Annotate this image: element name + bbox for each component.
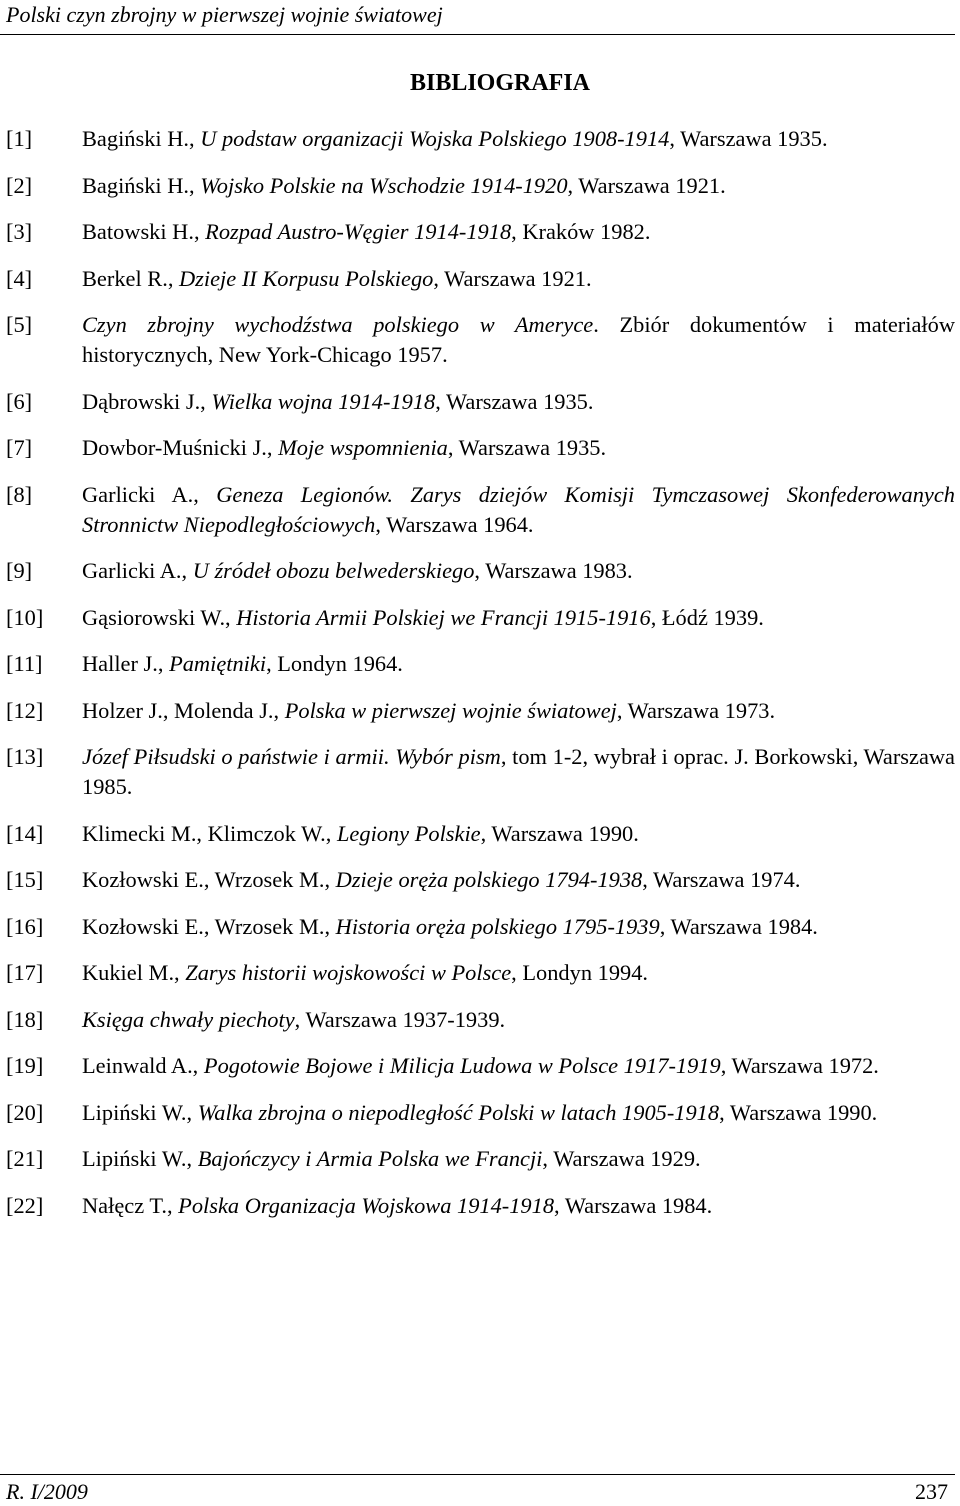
entry-number: [1]: [6, 126, 33, 151]
entry-text-segment: Kozłowski E., Wrzosek M.,: [82, 913, 336, 939]
entry-text: [82, 433, 955, 463]
running-header: Polski czyn zbrojny w pierwszej wojnie światowej: [6, 2, 443, 27]
bibliography-entry: [0, 171, 960, 201]
entry-number: [17]: [6, 960, 44, 985]
entry-number: [18]: [6, 1006, 44, 1032]
bibliography-entry: [0, 819, 960, 849]
entry-text-segment: Bagiński H.,: [82, 172, 201, 198]
entry-title: Bajończycy i Armia Polska we Francji: [197, 1146, 543, 1171]
entry-title: Dzieje oręża polskiego 1794-1938: [335, 867, 643, 892]
entry-text-segment: Lipiński W.,: [82, 1146, 198, 1171]
entry-title: Polska w pierwszej wojnie światowej: [284, 697, 617, 723]
entry-title: U źródeł obozu belwederskiego: [192, 558, 475, 583]
entry-text-segment: Leinwald A.,: [82, 1053, 204, 1078]
bibliography-entry: [0, 217, 960, 247]
entry-text-segment: , Warszawa 1974.: [642, 867, 801, 892]
entry-text-segment: Kozłowski E., Wrzosek M.,: [82, 867, 336, 892]
entry-text: [82, 696, 955, 726]
entry-text-segment: , Londyn 1964.: [266, 651, 403, 676]
entry-text: [82, 556, 955, 586]
entry-number: [20]: [6, 1099, 44, 1125]
entry-text-segment: , Londyn 1994.: [511, 960, 648, 985]
entry-text-segment: Lipiński W.,: [82, 1099, 198, 1125]
entry-number: [16]: [6, 913, 44, 939]
header-divider: [0, 34, 955, 35]
entry-text-segment: Holzer J., Molenda J.,: [82, 697, 285, 723]
bibliography-entry: [0, 1144, 960, 1174]
entry-text-segment: , Warszawa 1973.: [616, 697, 776, 723]
entry-number: [8]: [6, 481, 33, 507]
entry-title: Pogotowie Bojowe i Milicja Ludowa w Polsce 1917-1919: [203, 1053, 721, 1078]
bibliography-entry: [0, 1191, 960, 1221]
entry-title: Walka zbrojna o niepodległość Polski w latach 1905-1918: [197, 1099, 720, 1125]
entry-text-segment: , Warszawa 1921.: [433, 265, 592, 291]
entry-title: Zarys historii wojskowości w Polsce: [185, 960, 512, 985]
entry-text-segment: Garlicki A.,: [82, 558, 193, 583]
bibliography-entry: [0, 387, 960, 417]
entry-text: [82, 1144, 955, 1174]
entry-title: Wielka wojna 1914-1918: [211, 388, 436, 414]
page-number: 237: [915, 1479, 948, 1504]
entry-text-segment: Klimecki M., Klimczok W.,: [82, 820, 337, 846]
bibliography-entry: [0, 1098, 960, 1128]
entry-text-segment: , Warszawa 1935.: [669, 126, 828, 151]
entry-text-segment: Gąsiorowski W.,: [82, 604, 237, 630]
entry-title: Rozpad Austro-Węgier 1914-1918: [205, 219, 512, 244]
bibliography-list: [0, 124, 960, 1237]
entry-number: [7]: [6, 435, 33, 460]
entry-text-segment: Garlicki A.,: [82, 481, 217, 507]
entry-text-segment: , tom 1-2, wybrał i oprac. J. Borkowski, Warszawa 1985.: [82, 744, 955, 799]
entry-title: Geneza Legionów. Zarys dziejów Komisji Tymczasowej Skonfederowanych Stronnictw Niepodległościowych: [82, 481, 955, 537]
entry-text: [82, 1051, 955, 1081]
entry-text-segment: Haller J.,: [82, 651, 170, 676]
bibliography-entry: [0, 310, 960, 370]
entry-text-segment: , Warszawa 1990.: [480, 820, 639, 846]
entry-number: [9]: [6, 558, 33, 583]
entry-text-segment: , Warszawa 1937-1939.: [294, 1006, 506, 1032]
entry-title: Dzieje II Korpusu Polskiego: [179, 265, 434, 291]
entry-text: [82, 603, 955, 633]
entry-title: U podstaw organizacji Wojska Polskiego 1908-1914: [200, 126, 670, 151]
bibliography-entry: [0, 958, 960, 988]
entry-text-segment: , Warszawa 1984.: [554, 1192, 713, 1218]
bibliography-entry: [0, 480, 960, 540]
bibliography-entry: [0, 696, 960, 726]
bibliography-entry: [0, 1051, 960, 1081]
entry-number: [15]: [6, 867, 44, 892]
entry-text: [82, 819, 955, 849]
bibliography-entry: [0, 912, 960, 942]
entry-number: [19]: [6, 1053, 44, 1078]
page-title: BIBLIOGRAFIA: [409, 70, 591, 96]
entry-title: Wojsko Polskie na Wschodzie 1914-1920: [200, 172, 568, 198]
bibliography-entry: [0, 865, 960, 895]
bibliography-entry: [0, 742, 960, 802]
entry-number: [6]: [6, 388, 33, 414]
footer-divider: [0, 1474, 955, 1475]
entry-text-segment: Nałęcz T.,: [82, 1192, 179, 1218]
entry-text: [82, 865, 955, 895]
entry-number: [3]: [6, 219, 33, 244]
entry-title: Czyn zbrojny wychodźstwa polskiego w Ameryce: [82, 312, 594, 337]
entry-text-segment: , Łódź 1939.: [650, 604, 764, 630]
entry-text-segment: Dąbrowski J.,: [82, 388, 212, 414]
entry-text: [82, 958, 955, 988]
footer-issue: R. I/2009: [6, 1479, 88, 1504]
entry-title: Historia oręża polskiego 1795-1939: [335, 913, 660, 939]
entry-text: [82, 124, 955, 154]
entry-title: Księga chwały piechoty: [82, 1006, 295, 1032]
bibliography-entry: [0, 556, 960, 586]
entry-title: Józef Piłsudski o państwie i armii. Wybór pism: [82, 744, 501, 769]
entry-text-segment: , Kraków 1982.: [511, 219, 651, 244]
entry-number: [5]: [6, 312, 33, 337]
entry-text-segment: , Warszawa 1983.: [474, 558, 633, 583]
entry-text: [82, 1005, 955, 1035]
entry-title: Moje wspomnienia: [278, 435, 448, 460]
entry-number: [14]: [6, 820, 44, 846]
entry-text: [82, 649, 955, 679]
entry-text-segment: , Warszawa 1921.: [567, 172, 726, 198]
entry-text-segment: . Zbiór dokumentów i materiałów historycznych, New York-Chicago 1957.: [82, 312, 955, 367]
entry-text-segment: , Warszawa 1964.: [375, 511, 534, 537]
entry-text: [82, 480, 955, 540]
bibliography-entry: [0, 603, 960, 633]
entry-text: [82, 217, 955, 247]
entry-text: [82, 1191, 955, 1221]
entry-text-segment: Bagiński H.,: [82, 126, 201, 151]
entry-text-segment: Batowski H.,: [82, 219, 206, 244]
entry-number: [13]: [6, 744, 44, 769]
entry-text: [82, 310, 955, 370]
entry-text: [82, 264, 955, 294]
entry-text-segment: Dowbor-Muśnicki J.,: [82, 435, 279, 460]
entry-text: [82, 171, 955, 201]
entry-text-segment: , Warszawa 1935.: [435, 388, 594, 414]
bibliography-entry: [0, 124, 960, 154]
entry-number: [11]: [6, 651, 43, 676]
entry-text-segment: , Warszawa 1929.: [542, 1146, 701, 1171]
entry-text-segment: , Warszawa 1984.: [659, 913, 818, 939]
entry-number: [10]: [6, 604, 44, 630]
entry-text: [82, 387, 955, 417]
entry-text-segment: , Warszawa 1990.: [719, 1099, 878, 1125]
bibliography-entry: [0, 264, 960, 294]
entry-number: [21]: [6, 1146, 44, 1171]
entry-number: [4]: [6, 265, 33, 291]
entry-title: Legiony Polskie: [336, 820, 481, 846]
entry-title: Historia Armii Polskiej we Francji 1915-1916: [236, 604, 651, 630]
entry-text: [82, 912, 955, 942]
bibliography-entry: [0, 433, 960, 463]
entry-title: Pamiętniki: [169, 651, 267, 676]
entry-title: Polska Organizacja Wojskowa 1914-1918: [178, 1192, 555, 1218]
entry-text-segment: , Warszawa 1935.: [447, 435, 607, 460]
entry-number: [2]: [6, 172, 33, 198]
entry-text-segment: Berkel R.,: [82, 265, 180, 291]
entry-text: [82, 742, 955, 802]
entry-number: [22]: [6, 1192, 44, 1218]
entry-text-segment: , Warszawa 1972.: [720, 1053, 879, 1078]
entry-number: [12]: [6, 697, 44, 723]
entry-text-segment: Kukiel M.,: [82, 960, 186, 985]
bibliography-entry: [0, 649, 960, 679]
bibliography-entry: [0, 1005, 960, 1035]
entry-text: [82, 1098, 955, 1128]
